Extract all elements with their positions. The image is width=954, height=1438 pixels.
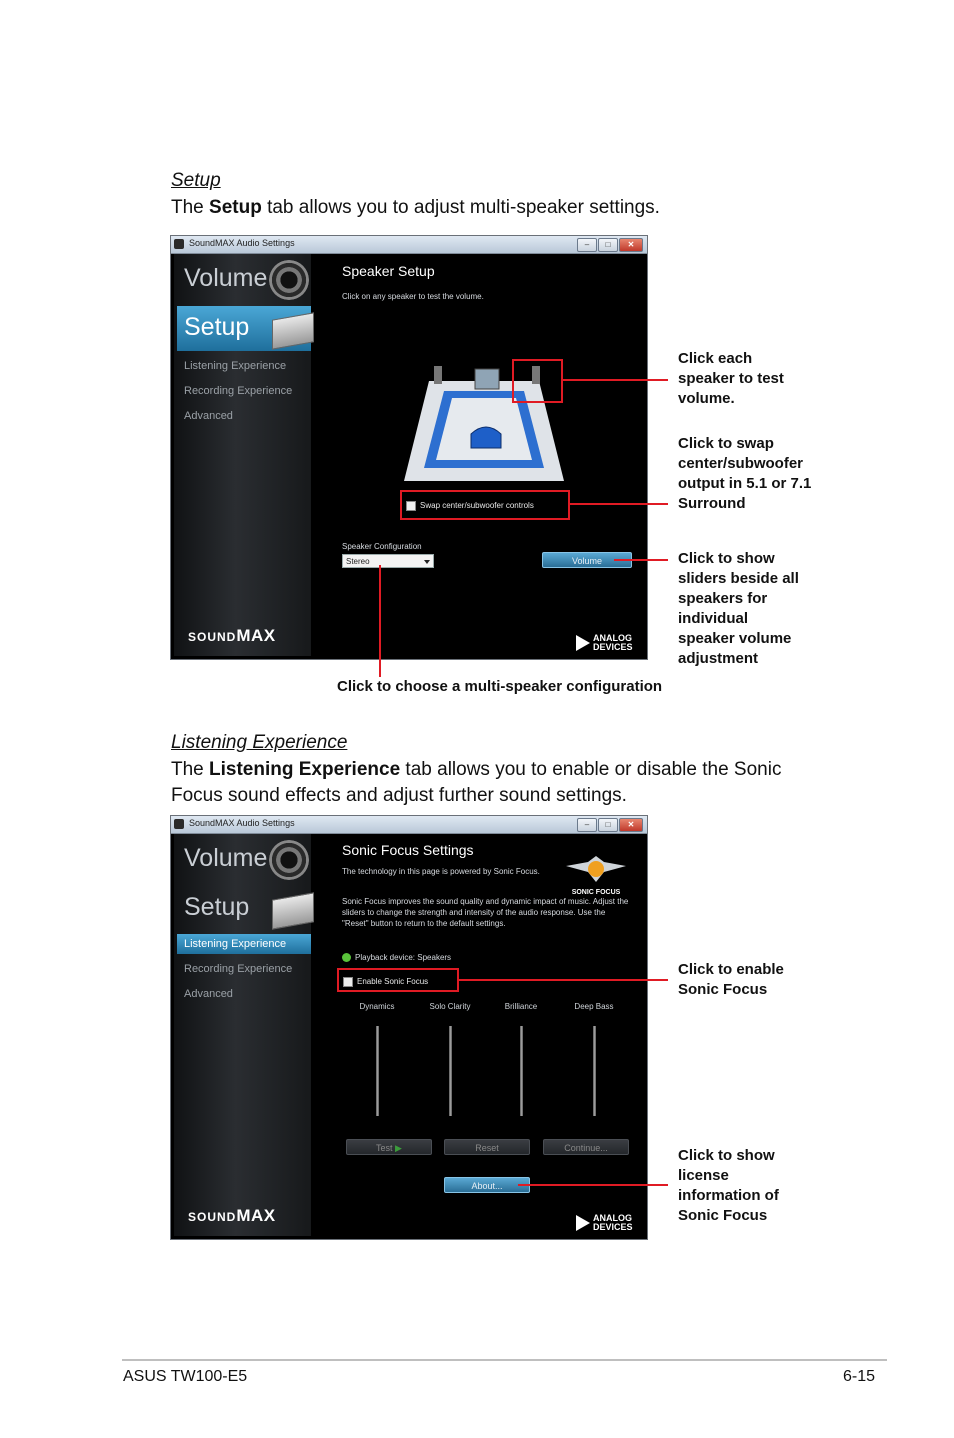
swap-highlight-box — [400, 490, 570, 520]
box-icon — [272, 892, 314, 929]
sonic-focus-logo-text: SONIC FOCUS — [571, 889, 621, 896]
footer-rule — [122, 1359, 887, 1361]
callout-line-config — [379, 565, 381, 677]
nav-advanced[interactable]: Advanced — [184, 410, 233, 422]
callout-line-enable — [458, 979, 668, 981]
check-circle-icon — [342, 953, 351, 962]
swap-label: Swap center/subwoofer controls — [420, 501, 534, 510]
speaker-setup-subtitle: Click on any speaker to test the volume. — [342, 292, 484, 301]
nav-setup[interactable]: Setup — [184, 313, 250, 341]
close-button[interactable]: ✕ — [619, 238, 643, 252]
soundmax-logo — [188, 1206, 276, 1226]
volume-knob-icon — [269, 840, 309, 880]
slider-brilliance[interactable] — [520, 1026, 523, 1116]
analog-devices-logo — [576, 1214, 633, 1232]
setup-heading: Setup — [171, 170, 221, 191]
brand-max: MAX — [236, 626, 276, 645]
window-title: SoundMAX Audio Settings — [189, 238, 295, 248]
slider-label-brilliance: Brilliance — [504, 1002, 538, 1011]
footer-page-number: 6-15 — [843, 1368, 876, 1385]
soundmax-logo — [188, 626, 276, 646]
slider-solo-clarity[interactable] — [449, 1026, 452, 1116]
sonic-focus-title: Sonic Focus Settings — [342, 842, 474, 858]
listening-intro-bold: Listening Experience — [209, 759, 401, 780]
callout-line-about — [518, 1184, 668, 1186]
test-button[interactable] — [346, 1139, 432, 1155]
speaker-highlight-box — [512, 359, 563, 403]
test-button-label: Test — [376, 1143, 393, 1153]
ad-line2: DEVICES — [593, 1222, 633, 1232]
play-icon: ▶ — [395, 1143, 402, 1153]
volume-button[interactable]: Volume — [542, 552, 632, 568]
sonic-focus-logo-icon — [564, 856, 628, 884]
about-button[interactable]: About... — [444, 1177, 530, 1193]
slider-deep-bass[interactable] — [593, 1026, 596, 1116]
minimize-button[interactable]: – — [577, 818, 597, 832]
sidebar — [174, 834, 311, 1236]
reset-button[interactable]: Reset — [444, 1139, 530, 1155]
speaker-config-label: Speaker Configuration — [342, 542, 422, 551]
analog-devices-text — [593, 1214, 633, 1232]
listening-intro — [171, 757, 811, 809]
slider-label-dynamics: Dynamics — [359, 1002, 395, 1011]
footer-product: ASUS TW100-E5 — [123, 1368, 248, 1385]
analog-devices-triangle-icon — [576, 635, 590, 651]
callout-license: Click to show license information of Sonic Focus — [678, 1147, 779, 1224]
setup-intro-bold: Setup — [209, 197, 262, 218]
sonic-focus-desc2: Sonic Focus improves the sound quality and dynamic impact of music. Adjust the sliders to change the strength and intensity of the audio response. Use the "Reset" button to return to the default settings. — [342, 897, 629, 928]
nav-volume[interactable]: Volume — [184, 844, 268, 872]
brand-sound: SOUND — [188, 630, 237, 644]
nav-listening[interactable]: Listening Experience — [184, 360, 287, 372]
analog-devices-text — [593, 634, 633, 652]
callout-speaker-test: Click each speaker to test volume. — [678, 350, 784, 407]
maximize-button[interactable]: □ — [598, 818, 618, 832]
ad-line1: ANALOG — [593, 633, 632, 643]
left-speaker-icon[interactable] — [434, 366, 442, 384]
listening-intro-pre: The — [171, 759, 210, 780]
playback-text: Playback device: Speakers — [355, 953, 452, 962]
minimize-button[interactable]: – — [577, 238, 597, 252]
ad-line2: DEVICES — [593, 642, 633, 652]
callout-config: Click to choose a multi-speaker configuration — [337, 678, 663, 695]
slider-label-deep-bass: Deep Bass — [574, 1002, 614, 1011]
callout-line-speaker — [562, 379, 668, 381]
app-icon — [174, 819, 184, 829]
sonic-focus-desc1: The technology in this page is powered by Sonic Focus. — [342, 867, 540, 876]
speaker-config-value: Stereo — [346, 557, 370, 566]
sonic-focus-logo — [564, 856, 628, 896]
nav-setup[interactable]: Setup — [184, 893, 250, 921]
setup-intro — [171, 195, 811, 221]
analog-devices-triangle-icon — [576, 1215, 590, 1231]
chevron-down-icon — [424, 560, 430, 564]
setup-window-screenshot — [170, 235, 648, 660]
title-bar — [171, 236, 647, 254]
speaker-config-select[interactable] — [342, 554, 434, 568]
brand-sound: SOUND — [188, 1210, 237, 1224]
title-bar — [171, 816, 647, 834]
nav-volume[interactable]: Volume — [184, 264, 268, 292]
callout-line-swap — [568, 503, 668, 505]
callout-enable-sonic-focus: Click to enable Sonic Focus — [678, 961, 784, 998]
setup-intro-post: tab allows you to adjust multi-speaker settings. — [261, 197, 660, 218]
sidebar — [174, 254, 311, 656]
setup-intro-pre: The — [171, 197, 210, 218]
close-button[interactable]: ✕ — [619, 818, 643, 832]
window-title: SoundMAX Audio Settings — [189, 818, 295, 828]
app-icon — [174, 239, 184, 249]
slider-dynamics[interactable] — [376, 1026, 379, 1116]
speaker-setup-title: Speaker Setup — [342, 263, 435, 279]
nav-advanced[interactable]: Advanced — [184, 988, 233, 1000]
nav-listening[interactable]: Listening Experience — [184, 938, 287, 950]
enable-highlight-box — [337, 968, 459, 992]
listening-heading: Listening Experience — [171, 732, 348, 753]
nav-recording[interactable]: Recording Experience — [184, 385, 293, 397]
tv-center-speaker-icon[interactable] — [475, 369, 499, 389]
ad-line1: ANALOG — [593, 1213, 632, 1223]
callout-swap: Click to swap center/subwoofer output in 5.1 or 7.1 Surround — [678, 435, 812, 512]
analog-devices-logo — [576, 634, 633, 652]
callout-line-sliders — [614, 559, 668, 561]
playback-device — [342, 952, 451, 963]
listening-window-screenshot — [170, 815, 648, 1240]
continue-button[interactable]: Continue... — [543, 1139, 629, 1155]
volume-knob-icon — [269, 260, 309, 300]
listener-chair-icon — [471, 427, 501, 448]
maximize-button[interactable]: □ — [598, 238, 618, 252]
brand-max: MAX — [236, 1206, 276, 1225]
callout-sliders: Click to show sliders beside all speakers for individual speaker volume adjustment — [678, 550, 799, 667]
nav-recording[interactable]: Recording Experience — [184, 963, 293, 975]
enable-sonic-focus-label: Enable Sonic Focus — [357, 977, 429, 986]
slider-label-solo-clarity: Solo Clarity — [429, 1002, 471, 1011]
listening-intro-post: tab allows you to enable or disable the Sonic Focus sound effects and adjust further sound settings. — [171, 759, 782, 806]
